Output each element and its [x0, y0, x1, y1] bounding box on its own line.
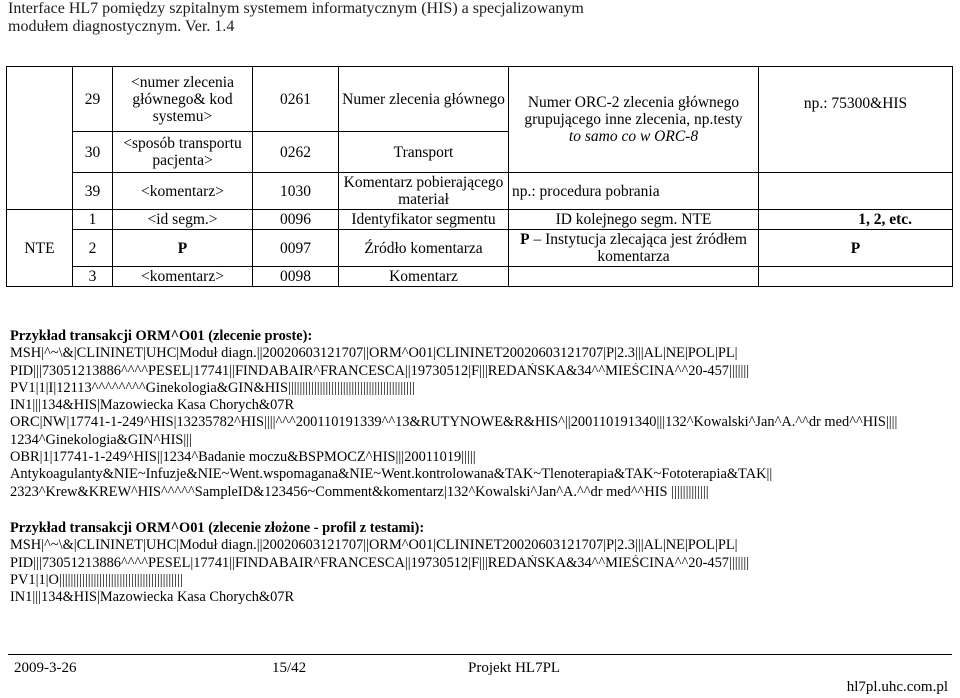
table-empty-cell — [7, 67, 73, 210]
seq-cell: 3 — [73, 267, 113, 287]
desc-text: Numer ORC-2 zlecenia głównego grupującego inne zlecenia, np.testy — [524, 94, 743, 128]
message-line: PV1|1|O||||||||||||||||||||||||||||||||||||||||||| — [10, 571, 183, 588]
field-cell: <sposób transportu pacjenta> — [113, 132, 253, 173]
table-row — [7, 230, 953, 267]
desc-text: – Instytucja zlecająca jest źródłem komentarza — [529, 231, 747, 265]
name-cell: Transport — [339, 132, 509, 173]
message-line: Antykoagulanty&NIE~Infuzje&NIE~Went.wspomagana&NIE~Went.kontrolowana&TAK~Tlenoterapia&TAK~Fototerapia&TAK|| — [10, 466, 773, 483]
name-cell: Numer zlecenia głównego — [339, 67, 509, 132]
name-cell: Komentarz — [339, 267, 509, 287]
id-cell: 1030 — [253, 173, 339, 210]
seq-cell: 30 — [73, 132, 113, 173]
footer-site: hl7pl.uhc.com.pl — [846, 679, 948, 695]
example-1-block — [10, 345, 954, 501]
seq-cell: 29 — [73, 67, 113, 132]
field-cell: <numer zlecenia głównego& kod systemu> — [113, 67, 253, 132]
name-cell: Źródło komentarza — [339, 230, 509, 267]
message-line: OBR|1|17741-1-249^HIS||1234^Badanie moczu&BSPMOCZ^HIS|||20011019||||| — [10, 449, 476, 466]
desc-cell — [509, 267, 759, 287]
header-line-2: modułem diagnostycznym. Ver. 1.4 — [8, 18, 235, 35]
field-cell: <komentarz> — [113, 173, 253, 210]
example-2-title: Przykład transakcji ORM^O01 (zlecenie złożone - profil z testami): — [10, 519, 425, 536]
name-cell: Komentarz pobierającego materiał — [339, 173, 509, 210]
message-line: IN1|||134&HIS|Mazowiecka Kasa Chorych&07R — [10, 589, 295, 606]
message-line: MSH|^~\&|CLININET|UHC|Moduł diagn.||20020603121707||ORM^O01|CLININET20020603121707|P|2.3|||AL|NE|POL|PL| — [10, 537, 738, 554]
footer-date: 2009-3-26 — [14, 660, 77, 676]
desc-cell: np.: procedura pobrania — [509, 173, 759, 210]
id-cell: 0262 — [253, 132, 339, 173]
name-cell: Identyfikator segmentu — [339, 210, 509, 230]
message-line: 1234^Ginekologia&GIN^HIS||| — [10, 431, 193, 448]
seq-cell: 39 — [73, 173, 113, 210]
seq-cell: 2 — [73, 230, 113, 267]
id-cell: 0096 — [253, 210, 339, 230]
table-row — [7, 210, 953, 230]
footer-divider — [8, 654, 952, 655]
message-line: MSH|^~\&|CLININET|UHC|Moduł diagn.||20020603121707||ORM^O01|CLININET20020603121707|P|2.3|||AL|NE|POL|PL| — [10, 345, 738, 362]
field-cell: <komentarz> — [113, 267, 253, 287]
table-row — [7, 67, 953, 132]
message-line: PV1|1|I|12113^^^^^^^^Ginekologia&GIN&HIS|||||||||||||||||||||||||||||||||||||||||||| — [10, 379, 415, 396]
id-cell: 0098 — [253, 267, 339, 287]
example-cell: P — [759, 230, 953, 267]
example-1-title: Przykład transakcji ORM^O01 (zlecenie proste): — [10, 328, 313, 344]
document-header — [8, 0, 584, 36]
seq-cell: 1 — [73, 210, 113, 230]
message-line: PID|||73051213886^^^^PESEL|17741||FINDABAIR^FRANCESCA||19730512|F|||REDAŃSKA&34^^MIEŚCINA^^20-457||||||| — [10, 554, 750, 571]
desc-cell: ID kolejnego segm. NTE — [509, 210, 759, 230]
id-cell: 0097 — [253, 230, 339, 267]
message-line: PID|||73051213886^^^^PESEL|17741||FINDABAIR^FRANCESCA||19730512|F|||REDAŃSKA&34^^MIEŚCINA^^20-457||||||| — [10, 362, 750, 379]
table-row — [7, 267, 953, 287]
example-cell — [759, 173, 953, 210]
message-line: ORC|NW|17741-1-249^HIS|13235782^HIS||||^^^200110191339^^13&RUTYNOWE&R&HIS^||200110191340|||132^Kowalski^Jan^A.^^dr med^^HIS|||| — [10, 414, 898, 431]
message-line: IN1|||134&HIS|Mazowiecka Kasa Chorych&07R — [10, 397, 295, 414]
field-cell: P — [113, 230, 253, 267]
desc-italic-text: to samo co w ORC-8 — [568, 128, 699, 145]
example-cell — [759, 267, 953, 287]
example-cell: np.: 75300&HIS — [759, 67, 953, 173]
header-line-1: Interface HL7 pomiędzy szpitalnym systemem informatycznym (HIS) a specjalizowanym — [8, 0, 584, 17]
field-spec-table — [6, 66, 953, 287]
table-row — [7, 173, 953, 210]
field-cell: <id segm.> — [113, 210, 253, 230]
id-cell: 0261 — [253, 67, 339, 132]
message-line: 2323^Krew&KREW^HIS^^^^^SampleID&123456~Comment&komentarz|132^Kowalski^Jan^A.^^dr med^^HIS ||||||||||||| — [10, 483, 709, 500]
desc-cell — [509, 230, 759, 267]
example-cell: 1, 2, etc. — [759, 210, 953, 230]
segment-label: NTE — [7, 210, 73, 287]
footer-page-number: 15/42 — [272, 660, 307, 676]
message-examples — [10, 328, 954, 606]
desc-cell — [509, 67, 759, 173]
footer-project: Projekt HL7PL — [468, 660, 561, 676]
example-2-block — [10, 537, 954, 606]
desc-bold-text: P — [520, 231, 530, 248]
